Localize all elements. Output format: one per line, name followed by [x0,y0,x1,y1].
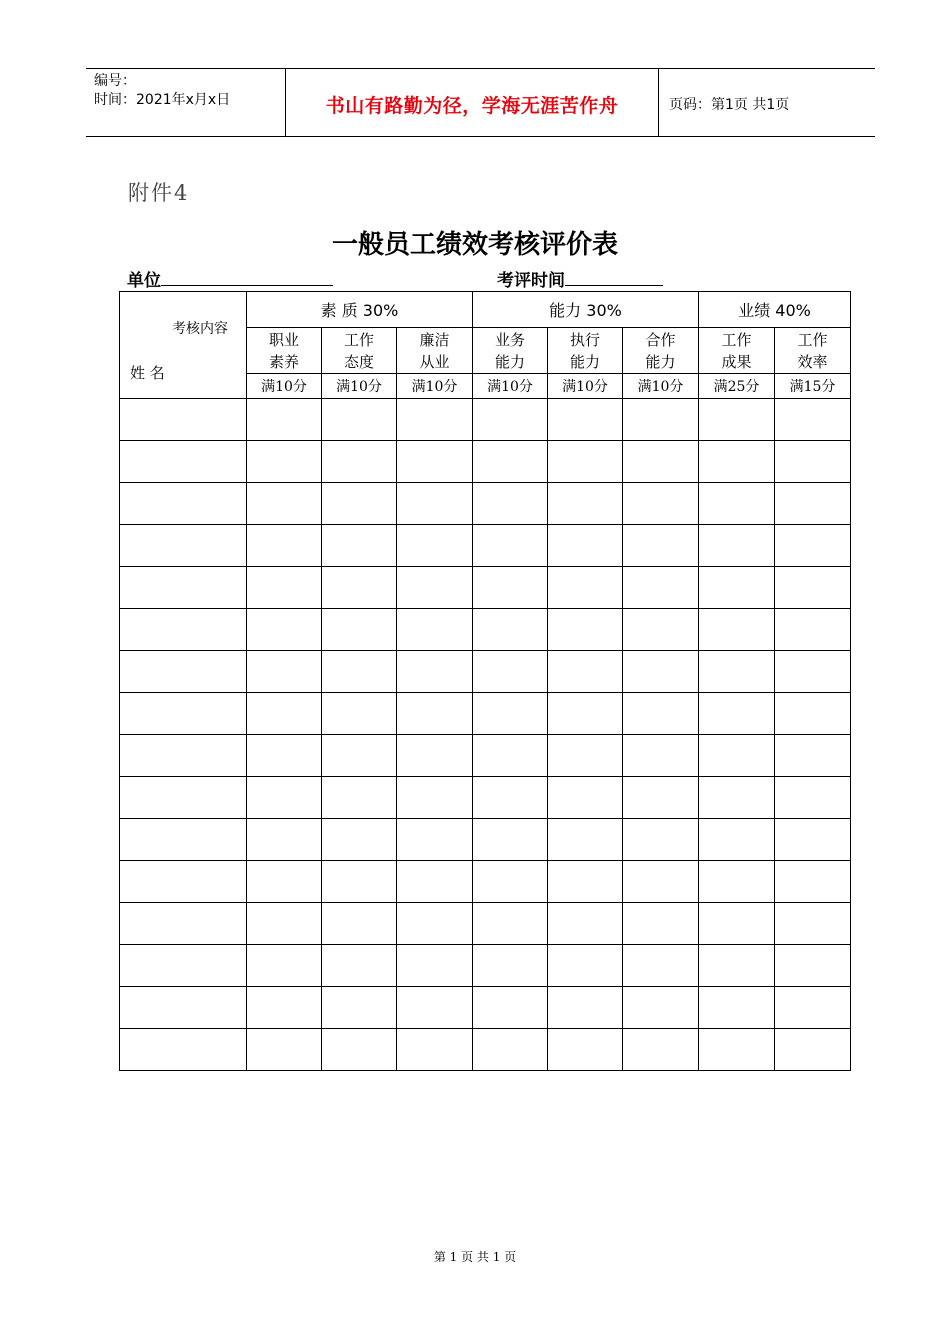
score-input-cell[interactable] [623,609,699,651]
score-input-cell[interactable] [548,609,623,651]
score-input-cell[interactable] [397,441,473,483]
score-input-cell[interactable] [548,1029,623,1071]
header-time: 时间：2021年x月x日 [94,92,231,108]
score-input-cell[interactable] [699,777,775,819]
score-input-cell[interactable] [623,819,699,861]
table-row [120,777,851,819]
score-input-cell[interactable] [473,861,548,903]
score-input-cell[interactable] [322,609,397,651]
corner-cell [120,292,247,399]
score-input-cell[interactable] [397,483,473,525]
score-input-cell[interactable] [397,567,473,609]
score-input-cell[interactable] [473,483,548,525]
eval-time-blank[interactable] [565,269,663,286]
subheader-cell: 工作 态度 [322,328,397,374]
score-input-cell[interactable] [247,483,322,525]
score-input-cell[interactable] [775,609,851,651]
score-input-cell[interactable] [322,945,397,987]
score-input-cell[interactable] [699,987,775,1029]
score-input-cell[interactable] [397,861,473,903]
score-input-cell[interactable] [247,777,322,819]
score-input-cell[interactable] [397,903,473,945]
table-row [120,651,851,693]
score-input-cell[interactable] [623,525,699,567]
score-input-cell[interactable] [247,693,322,735]
score-input-cell[interactable] [775,903,851,945]
score-input-cell[interactable] [699,609,775,651]
score-input-cell[interactable] [699,819,775,861]
score-input-cell[interactable] [699,525,775,567]
score-input-cell[interactable] [548,735,623,777]
score-input-cell[interactable] [397,399,473,441]
name-cell[interactable] [120,735,247,777]
score-input-cell[interactable] [623,861,699,903]
score-input-cell[interactable] [775,987,851,1029]
score-input-cell[interactable] [473,777,548,819]
category-quality: 素 质 30% [247,292,473,328]
score-input-cell[interactable] [397,819,473,861]
score-input-cell[interactable] [775,1029,851,1071]
name-cell[interactable] [120,693,247,735]
score-input-cell[interactable] [397,693,473,735]
unit-label: 单位 [127,271,161,291]
score-input-cell[interactable] [623,441,699,483]
table-row [120,1029,851,1071]
eval-time-field[interactable] [497,266,663,291]
score-input-cell[interactable] [548,693,623,735]
score-cell: 满10分 [623,374,699,399]
score-input-cell[interactable] [699,1029,775,1071]
score-input-cell[interactable] [247,735,322,777]
score-input-cell[interactable] [397,1029,473,1071]
score-input-cell[interactable] [473,987,548,1029]
score-input-cell[interactable] [247,609,322,651]
table-row [120,441,851,483]
score-input-cell[interactable] [623,903,699,945]
attachment-label: 附件4 [128,181,190,205]
score-input-cell[interactable] [397,735,473,777]
header-motto: 书山有路勤为径，学海无涯苦作舟 [325,95,619,117]
score-input-cell[interactable] [623,987,699,1029]
score-input-cell[interactable] [548,819,623,861]
score-input-cell[interactable] [548,567,623,609]
score-input-cell[interactable] [623,735,699,777]
score-input-cell[interactable] [473,945,548,987]
name-cell[interactable] [120,777,247,819]
header-code: 编号： [94,73,136,89]
name-cell[interactable] [120,945,247,987]
name-cell[interactable] [120,567,247,609]
name-cell[interactable] [120,441,247,483]
subheader-cell: 职业 素养 [247,328,322,374]
score-input-cell[interactable] [473,609,548,651]
score-input-cell[interactable] [548,483,623,525]
unit-blank[interactable] [161,269,333,286]
score-input-cell[interactable] [775,399,851,441]
score-cell: 满10分 [247,374,322,399]
score-input-cell[interactable] [322,693,397,735]
page-header [86,68,875,137]
score-input-cell[interactable] [623,777,699,819]
score-input-cell[interactable] [548,987,623,1029]
table-row [120,819,851,861]
score-input-cell[interactable] [775,483,851,525]
score-input-cell[interactable] [699,861,775,903]
category-ability: 能力 30% [473,292,699,328]
score-input-cell[interactable] [775,567,851,609]
score-input-cell[interactable] [322,567,397,609]
score-input-cell[interactable] [322,651,397,693]
score-input-cell[interactable] [623,945,699,987]
score-input-cell[interactable] [247,441,322,483]
table-row [120,735,851,777]
table-row [120,567,851,609]
name-cell[interactable] [120,609,247,651]
table-row [120,945,851,987]
score-input-cell[interactable] [473,651,548,693]
subheader-cell: 工作 效率 [775,328,851,374]
score-input-cell[interactable] [247,651,322,693]
name-cell[interactable] [120,651,247,693]
score-input-cell[interactable] [699,483,775,525]
score-input-cell[interactable] [623,693,699,735]
score-input-cell[interactable] [322,903,397,945]
score-input-cell[interactable] [623,399,699,441]
score-input-cell[interactable] [322,735,397,777]
score-input-cell[interactable] [322,861,397,903]
score-input-cell[interactable] [623,483,699,525]
table-row [120,399,851,441]
score-input-cell[interactable] [247,861,322,903]
score-cell: 满15分 [775,374,851,399]
score-input-cell[interactable] [247,399,322,441]
header-divider [658,69,659,136]
score-input-cell[interactable] [775,693,851,735]
score-cell: 满10分 [397,374,473,399]
score-input-cell[interactable] [775,777,851,819]
score-input-cell[interactable] [548,945,623,987]
score-input-cell[interactable] [322,1029,397,1071]
score-input-cell[interactable] [397,987,473,1029]
score-input-cell[interactable] [623,651,699,693]
score-input-cell[interactable] [548,777,623,819]
subheader-cell: 执行 能力 [548,328,623,374]
score-input-cell[interactable] [397,609,473,651]
score-input-cell[interactable] [775,651,851,693]
score-input-cell[interactable] [699,903,775,945]
subheader-cell: 合作 能力 [623,328,699,374]
name-cell[interactable] [120,819,247,861]
score-input-cell[interactable] [473,819,548,861]
score-input-cell[interactable] [548,525,623,567]
score-input-cell[interactable] [473,567,548,609]
score-input-cell[interactable] [775,735,851,777]
score-input-cell[interactable] [548,441,623,483]
score-input-cell[interactable] [623,1029,699,1071]
header-left [94,72,230,110]
name-cell[interactable] [120,399,247,441]
score-cell: 满10分 [548,374,623,399]
eval-time-label: 考评时间 [497,271,565,291]
score-input-cell[interactable] [623,567,699,609]
score-input-cell[interactable] [699,693,775,735]
score-input-cell[interactable] [699,399,775,441]
score-input-cell[interactable] [322,819,397,861]
page-footer: 第 1 页 共 1 页 [433,1250,517,1264]
score-input-cell[interactable] [473,693,548,735]
score-input-cell[interactable] [247,567,322,609]
name-cell[interactable] [120,1029,247,1071]
score-input-cell[interactable] [473,525,548,567]
score-input-cell[interactable] [699,735,775,777]
score-input-cell[interactable] [775,861,851,903]
header-page-number: 页码：第1页 共1页 [669,97,790,113]
score-input-cell[interactable] [548,903,623,945]
table-row [120,693,851,735]
score-input-cell[interactable] [473,399,548,441]
score-input-cell[interactable] [548,399,623,441]
category-performance: 业绩 40% [699,292,851,328]
subheader-cell: 工作 成果 [699,328,775,374]
score-input-cell[interactable] [247,525,322,567]
score-input-cell[interactable] [322,441,397,483]
name-cell[interactable] [120,525,247,567]
score-input-cell[interactable] [699,567,775,609]
score-input-cell[interactable] [247,1029,322,1071]
score-input-cell[interactable] [397,945,473,987]
unit-field[interactable] [127,266,333,291]
score-input-cell[interactable] [322,777,397,819]
score-input-cell[interactable] [548,651,623,693]
evaluation-table [119,291,851,1071]
table-row [120,903,851,945]
name-cell[interactable] [120,903,247,945]
score-input-cell[interactable] [397,525,473,567]
name-cell[interactable] [120,987,247,1029]
score-input-cell[interactable] [247,945,322,987]
score-input-cell[interactable] [699,441,775,483]
score-input-cell[interactable] [699,651,775,693]
score-input-cell[interactable] [775,525,851,567]
table-row [120,987,851,1029]
score-input-cell[interactable] [247,903,322,945]
score-input-cell[interactable] [322,525,397,567]
score-input-cell[interactable] [322,399,397,441]
table-row [120,483,851,525]
score-input-cell[interactable] [247,987,322,1029]
table-row [120,525,851,567]
category-row [120,292,851,328]
score-input-cell[interactable] [473,1029,548,1071]
score-input-cell[interactable] [775,819,851,861]
score-input-cell[interactable] [775,441,851,483]
corner-bottom-label: 姓 名 [130,364,165,382]
table-row [120,609,851,651]
form-title: 一般员工绩效考核评价表 [331,230,618,260]
score-cell: 满10分 [473,374,548,399]
score-input-cell[interactable] [322,483,397,525]
score-input-cell[interactable] [473,903,548,945]
subheader-cell: 廉洁 从业 [397,328,473,374]
score-input-cell[interactable] [473,441,548,483]
score-cell: 满10分 [322,374,397,399]
corner-top-label: 考核内容 [172,321,228,337]
name-cell[interactable] [120,483,247,525]
score-input-cell[interactable] [322,987,397,1029]
name-cell[interactable] [120,861,247,903]
subheader-cell: 业务 能力 [473,328,548,374]
score-cell: 满25分 [699,374,775,399]
score-input-cell[interactable] [247,819,322,861]
score-input-cell[interactable] [397,777,473,819]
score-input-cell[interactable] [473,735,548,777]
table-row [120,861,851,903]
score-input-cell[interactable] [699,945,775,987]
score-input-cell[interactable] [397,651,473,693]
score-input-cell[interactable] [775,945,851,987]
score-input-cell[interactable] [548,861,623,903]
